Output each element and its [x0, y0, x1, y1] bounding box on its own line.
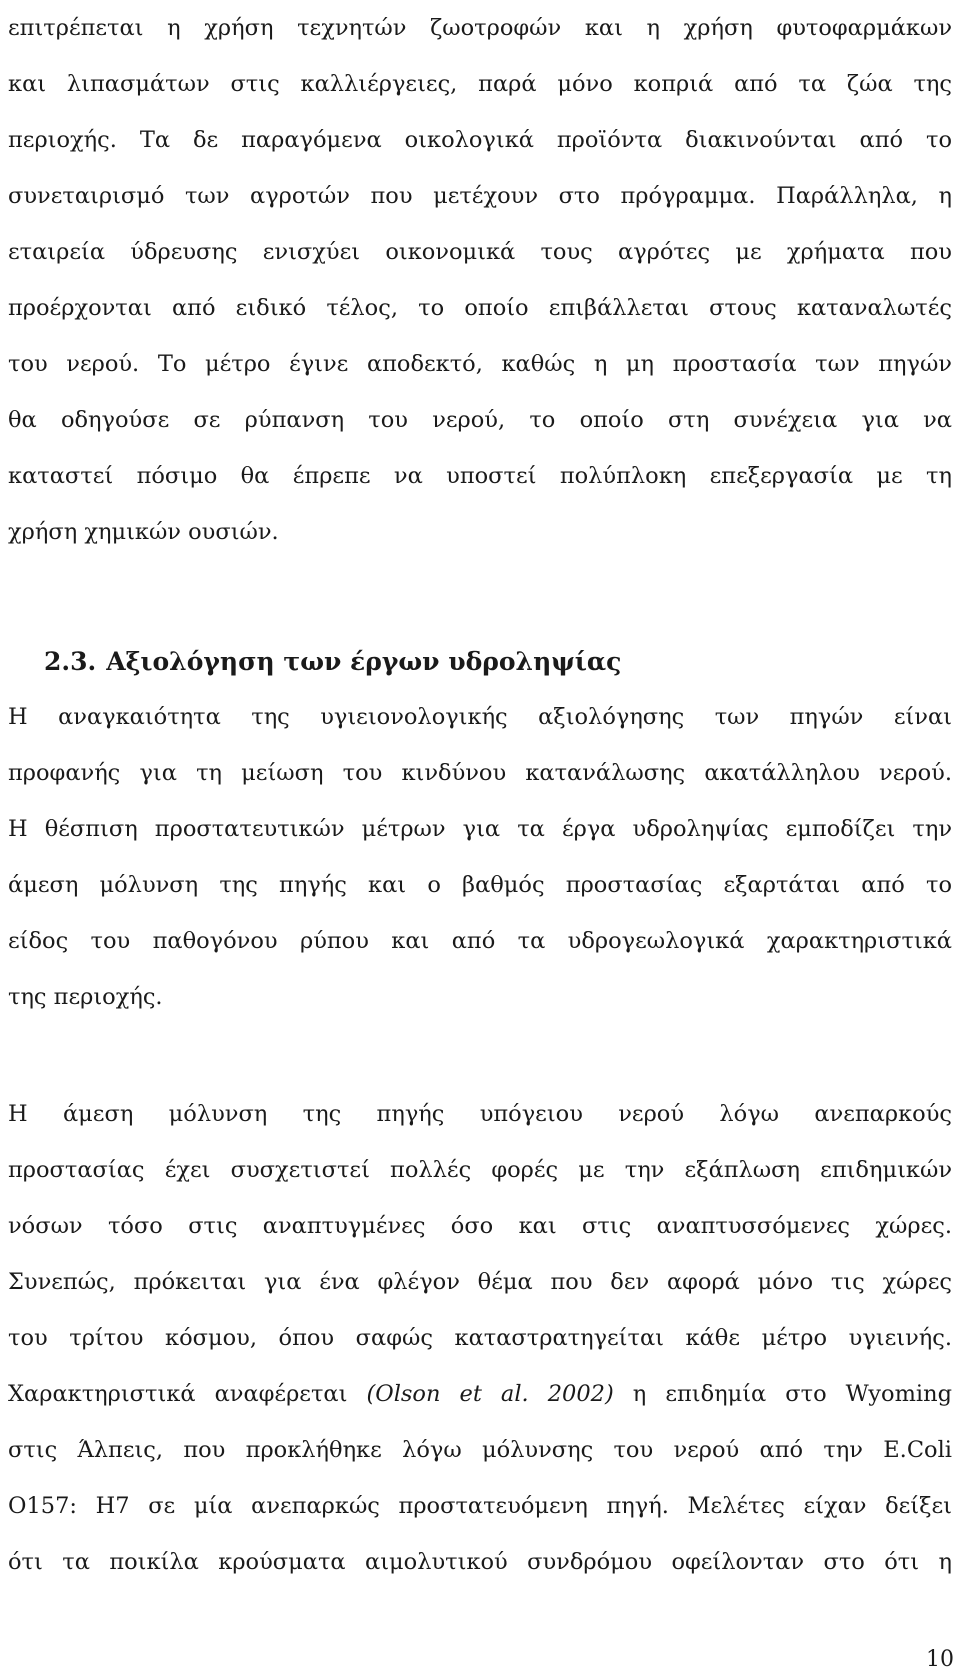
section-heading	[44, 634, 621, 690]
text-line: του νερού. Το μέτρο έγινε αποδεκτό, καθώς η μη προστασία των πηγών	[8, 351, 952, 377]
text-line: προφανής για τη μείωση του κινδύνου κατανάλωσης ακατάλληλου νερού.	[8, 760, 952, 786]
text-line: άμεση μόλυνση της πηγής και ο βαθμός προστασίας εξαρτάται από το	[8, 872, 952, 898]
text-fragment: Χαρακτηριστικά αναφέρεται	[8, 1381, 348, 1407]
text-line: του τρίτου κόσμου, όπου σαφώς καταστρατηγείται κάθε μέτρο υγιεινής.	[8, 1325, 952, 1351]
page-number: 10	[926, 1647, 954, 1672]
text-line: ότι τα ποικίλα κρούσματα αιμολυτικού συνδρόμου οφείλονταν στο ότι η	[8, 1549, 952, 1575]
text-line: εταιρεία ύδρευσης ενισχύει οικονομικά τους αγρότες με χρήματα που	[8, 239, 952, 265]
section-number: 2.3.	[44, 647, 97, 676]
text-line: Η άμεση μόλυνση της πηγής υπόγειου νερού λόγω ανεπαρκούς	[8, 1101, 952, 1127]
text-line: είδος του παθογόνου ρύπου και από τα υδρογεωλογικά χαρακτηριστικά	[8, 928, 952, 954]
section-title: Αξιολόγηση των έργων υδροληψίας	[106, 647, 622, 676]
text-line: χρήση χημικών ουσιών.	[8, 519, 279, 545]
text-line: επιτρέπεται η χρήση τεχνητών ζωοτροφών και η χρήση φυτοφαρμάκων	[8, 15, 952, 41]
text-line: θα οδηγούσε σε ρύπανση του νερού, το οποίο στη συνέχεια για να	[8, 407, 952, 433]
text-line: προέρχονται από ειδικό τέλος, το οποίο επιβάλλεται στους καταναλωτές	[8, 295, 952, 321]
citation: (Olson et al. 2002)	[366, 1381, 614, 1407]
paragraph-intro	[8, 0, 952, 560]
paragraph-assessment	[8, 689, 952, 1025]
text-line: Η αναγκαιότητα της υγιειονολογικής αξιολόγησης των πηγών είναι	[8, 704, 952, 730]
text-line-with-citation	[8, 1366, 952, 1422]
paragraph-contamination	[8, 1086, 952, 1590]
text-line: στις Άλπεις, που προκλήθηκε λόγω μόλυνσης του νερού από την E.Coli	[8, 1437, 952, 1463]
text-line: Συνεπώς, πρόκειται για ένα φλέγον θέμα που δεν αφορά μόνο τις χώρες	[8, 1269, 952, 1295]
text-line: συνεταιρισμό των αγροτών που μετέχουν στο πρόγραμμα. Παράλληλα, η	[8, 183, 952, 209]
text-line: της περιοχής.	[8, 984, 163, 1010]
text-line: και λιπασμάτων στις καλλιέργειες, παρά μόνο κοπριά από τα ζώα της	[8, 71, 952, 97]
text-line: καταστεί πόσιμο θα έπρεπε να υποστεί πολύπλοκη επεξεργασία με τη	[8, 463, 952, 489]
text-line: O157: H7 σε μία ανεπαρκώς προστατευόμενη πηγή. Μελέτες είχαν δείξει	[8, 1493, 952, 1519]
text-line: νόσων τόσο στις αναπτυγμένες όσο και στις αναπτυσσόμενες χώρες.	[8, 1213, 952, 1239]
text-line: περιοχής. Τα δε παραγόμενα οικολογικά προϊόντα διακινούνται από το	[8, 127, 952, 153]
text-line: προστασίας έχει συσχετιστεί πολλές φορές με την εξάπλωση επιδημικών	[8, 1157, 952, 1183]
text-line: Η θέσπιση προστατευτικών μέτρων για τα έργα υδροληψίας εμποδίζει την	[8, 816, 952, 842]
text-fragment: η επιδημία στο Wyoming	[632, 1381, 952, 1407]
